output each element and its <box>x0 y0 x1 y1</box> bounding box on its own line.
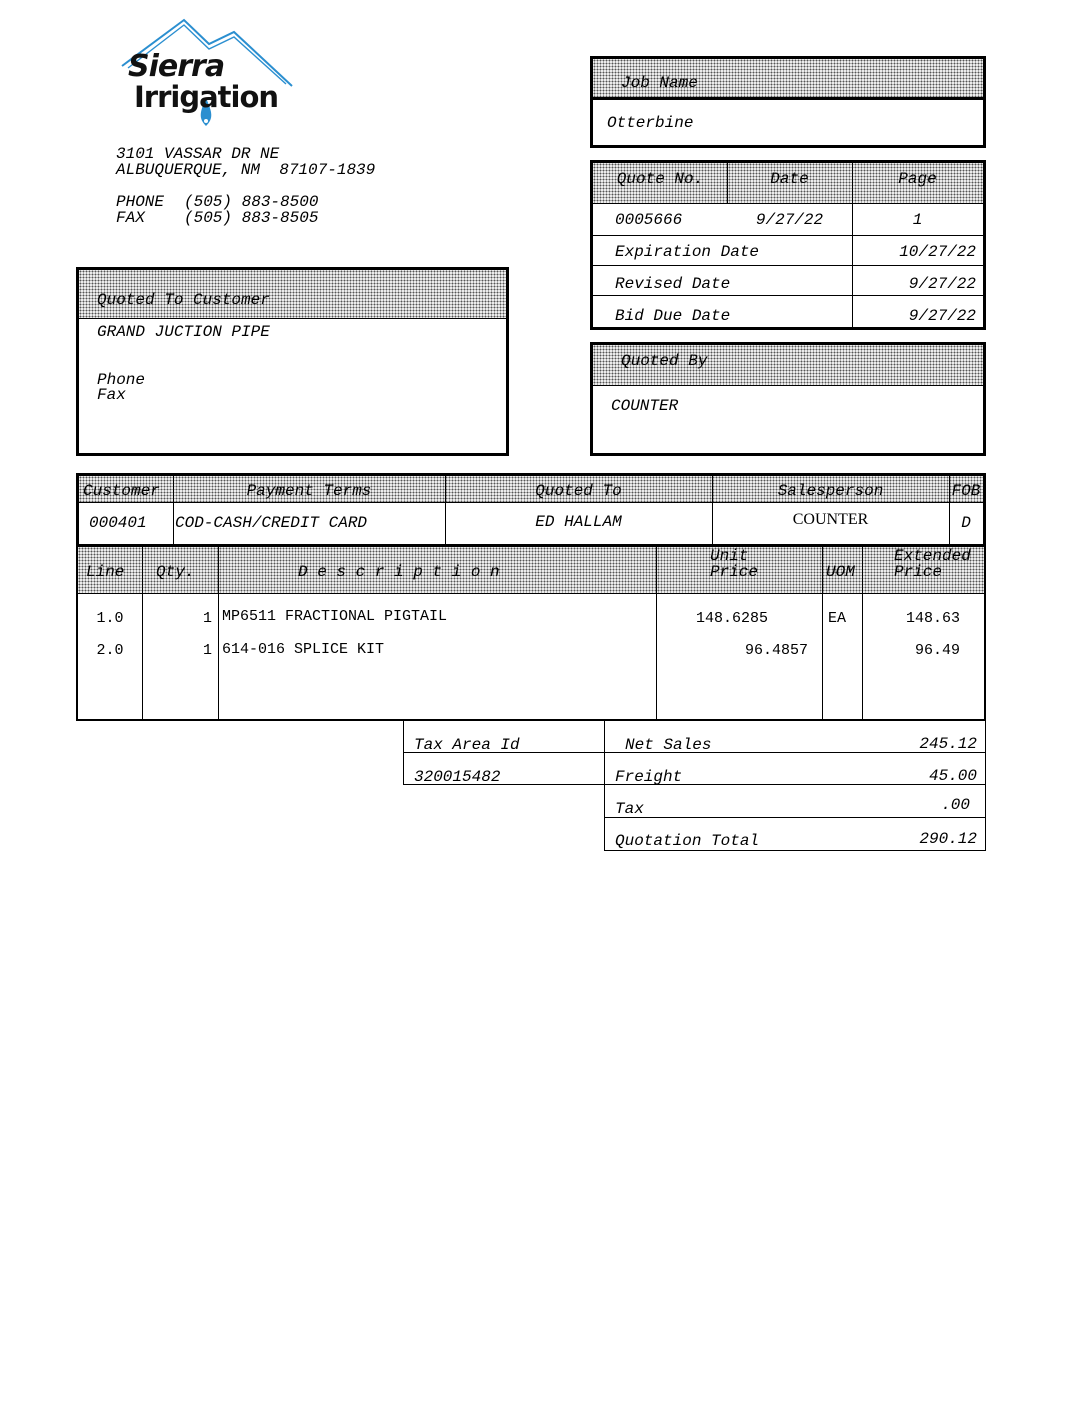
terms-table <box>76 473 986 547</box>
freight-value: 45.00 <box>928 767 977 785</box>
terms-quoted-to-label: Quoted To <box>535 482 622 500</box>
terms-customer-label: Customer <box>83 482 160 500</box>
revised-date-label: Revised Date <box>615 275 731 293</box>
col-extended-header-2: Price <box>894 563 943 581</box>
job-name-box <box>590 56 986 148</box>
bid-due-date-label: Bid Due Date <box>615 307 731 325</box>
quote-info-box <box>590 160 986 330</box>
company-fax: (505) 883-8505 <box>184 209 319 227</box>
table-row-2-qty: 1 <box>202 642 212 659</box>
quoted-to-customer-box <box>76 267 509 456</box>
company-logo <box>114 18 304 136</box>
terms-salesperson-label: Salesperson <box>777 482 884 500</box>
quote-date-value: 9/27/22 <box>755 211 824 229</box>
quote-date-label: Date <box>770 170 809 188</box>
tax-area-box <box>403 721 606 787</box>
quotation-total-value: 290.12 <box>919 830 977 848</box>
col-line-header: Line <box>86 563 125 581</box>
customer-fax-label: Fax <box>97 386 126 404</box>
expiration-date-label: Expiration Date <box>615 243 760 261</box>
col-uom-header: UOM <box>826 563 855 581</box>
terms-payment-label: Payment Terms <box>246 482 372 500</box>
col-unit-price-header-1: Unit <box>710 547 749 565</box>
logo-word-sierra: Sierra <box>128 49 225 84</box>
quote-page-label: Page <box>898 170 937 188</box>
tax-label: Tax <box>615 800 644 818</box>
job-name-label: Job Name <box>621 74 698 92</box>
table-row-2-line: 2.0 <box>96 642 124 659</box>
customer-name: GRAND JUCTION PIPE <box>97 323 270 341</box>
quote-page-value: 1 <box>912 211 923 229</box>
quoted-by-value: COUNTER <box>611 397 679 415</box>
tax-area-value: 320015482 <box>414 768 501 786</box>
col-qty-header: Qty. <box>156 563 195 581</box>
terms-payment-value: COD-CASH/CREDIT CARD <box>175 514 368 532</box>
totals-box <box>604 721 986 851</box>
logo-word-irrigation: Irrigation <box>134 80 279 114</box>
table-row-1-uom: EA <box>828 610 847 627</box>
quote-no-value: 0005666 <box>615 211 683 229</box>
table-row-1-qty: 1 <box>202 610 212 627</box>
company-phone: (505) 883-8500 <box>184 193 319 211</box>
quoted-by-box <box>590 342 986 456</box>
company-address-line1: 3101 VASSAR DR NE <box>116 145 280 163</box>
company-phone-label: PHONE <box>116 193 165 211</box>
col-extended-header-1: Extended <box>894 547 971 565</box>
terms-customer-value: 000401 <box>89 514 147 532</box>
company-address-line2: ALBUQUERQUE, NM 87107-1839 <box>116 161 376 179</box>
table-row-1-unit-price: 148.6285 <box>695 610 768 627</box>
quoted-to-customer-label: Quoted To Customer <box>97 291 270 309</box>
customer-phone-label: Phone <box>97 371 146 389</box>
tax-value: .00 <box>941 796 970 814</box>
table-row-2-description: 614-016 SPLICE KIT <box>222 641 385 658</box>
bid-due-date-value: 9/27/22 <box>908 307 976 325</box>
terms-salesperson-value: COUNTER <box>792 511 869 528</box>
tax-area-label: Tax Area Id <box>414 736 520 754</box>
col-description-header: D e s c r i p t i o n <box>298 563 500 581</box>
net-sales-label: Net Sales <box>625 736 712 754</box>
quoted-by-label: Quoted By <box>621 352 708 370</box>
quotation-total-label: Quotation Total <box>615 832 760 850</box>
col-unit-price-header-2: Price <box>710 563 759 581</box>
terms-quoted-to-value: ED HALLAM <box>535 513 622 531</box>
table-row-2-unit-price: 96.4857 <box>744 642 808 659</box>
net-sales-value: 245.12 <box>919 735 977 753</box>
table-row-1-line: 1.0 <box>96 610 124 627</box>
job-name-value: Otterbine <box>607 114 694 132</box>
table-row-1-extended: 148.63 <box>905 610 960 627</box>
freight-label: Freight <box>615 768 683 786</box>
line-items-table <box>76 545 986 721</box>
table-row-2-extended: 96.49 <box>914 642 960 659</box>
table-row-1-description: MP6511 FRACTIONAL PIGTAIL <box>222 608 448 625</box>
quote-no-label: Quote No. <box>616 170 704 188</box>
company-fax-label: FAX <box>116 209 145 227</box>
terms-fob-value: D <box>961 514 971 532</box>
terms-fob-label: FOB <box>951 482 981 500</box>
revised-date-value: 9/27/22 <box>908 275 976 293</box>
expiration-date-value: 10/27/22 <box>899 243 976 261</box>
